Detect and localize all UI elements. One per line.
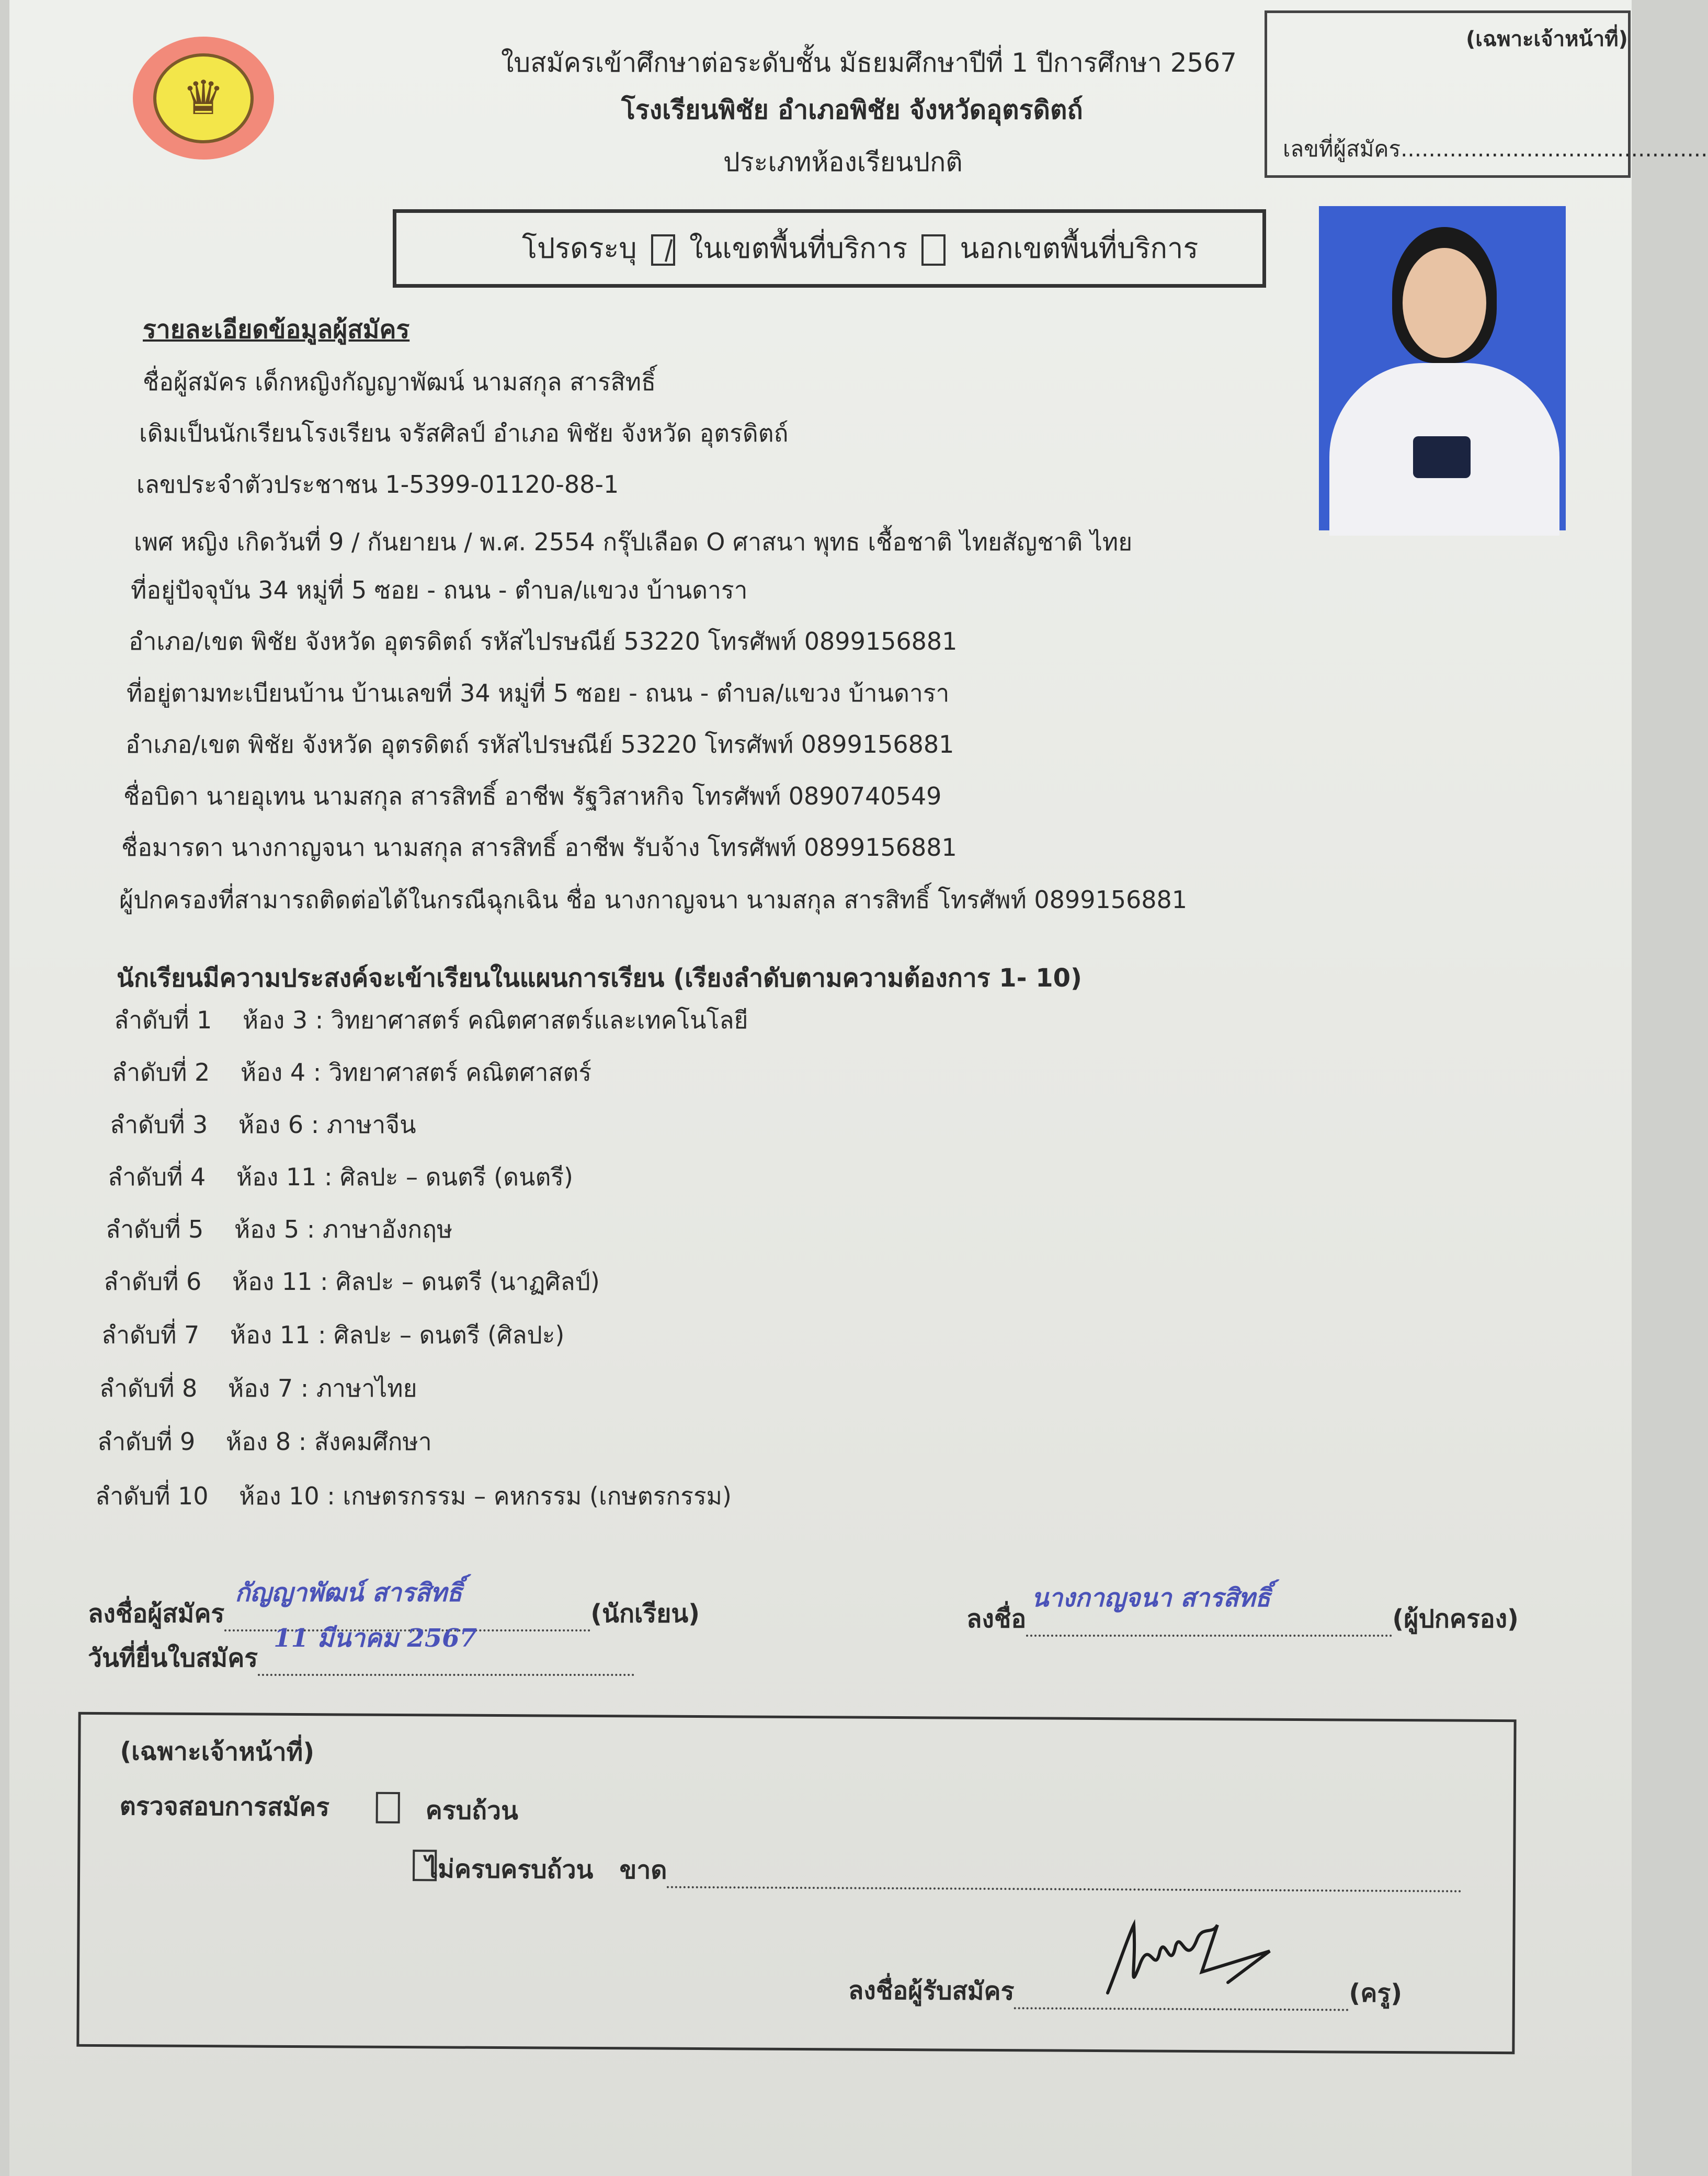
incomplete-row [425, 1853, 1462, 1892]
out-service-label: นอกเขตพื้นที่บริการ [960, 232, 1199, 265]
receiver-role: (ครู) [1349, 1978, 1403, 2009]
detail-line: ผู้ปกครองที่สามารถติดต่อได้ในกรณีฉุกเฉิน ชื่อ นางกาญจนา นามสกุล สารสิทธิ์ โทรศัพท์ 0899156881 [119, 886, 1188, 914]
detail-line: เลขประจำตัวประชาชน 1-5399-01120-88-1 [136, 470, 619, 498]
detail-line: อำเภอ/เขต พิชัย จังหวัด อุตรดิตถ์ รหัสไปรษณีย์ 53220 โทรศัพท์ 0899156881 [129, 627, 958, 655]
detail-line: เพศ หญิง เกิดวันที่ 9 / กันยายน / พ.ศ. 2554 กรุ๊ปเลือด O ศาสนา พุทธ เชื้อชาติ ไทยสัญชาติ ไทย [134, 528, 1133, 556]
school-logo [133, 37, 274, 160]
receiver-signature-mark [1097, 1904, 1296, 2009]
applicant-number-field: เลขที่ผู้สมัคร............................................ [1283, 136, 1708, 162]
staff-only-title: (เฉพาะเจ้าหน้าที่) [120, 1737, 315, 1767]
in-service-checkbox[interactable] [651, 234, 675, 266]
preferences-title: นักเรียนมีความประสงค์จะเข้าเรียนในแผนการเรียน (เรียงลำดับตามความต้องการ 1- 10) [117, 964, 1082, 993]
preference-item: ลำดับที่ 1 ห้อง 3 : วิทยาศาสตร์ คณิตศาสตร์และเทคโนโลยี [114, 1006, 748, 1034]
preference-item: ลำดับที่ 6 ห้อง 11 : ศิลปะ – ดนตรี (นาฏศิลป์) [104, 1267, 600, 1296]
detail-line: ชื่อมารดา นางกาญจนา นามสกุล สารสิทธิ์ อาชีพ รับจ้าง โทรศัพท์ 0899156881 [121, 833, 957, 862]
detail-line: เดิมเป็นนักเรียนโรงเรียน จรัสศิลป์ อำเภอ พิชัย จังหวัด อุตรดิตถ์ [139, 419, 789, 447]
preference-item: ลำดับที่ 2 ห้อง 4 : วิทยาศาสตร์ คณิตศาสตร์ [112, 1058, 592, 1086]
check-application-label: ตรวจสอบการสมัคร [119, 1792, 330, 1822]
in-service-label: ในเขตพื้นที่บริการ [689, 232, 908, 265]
detail-line: ที่อยู่ตามทะเบียนบ้าน บ้านเลขที่ 34 หมู่ที่ 5 ซอย - ถนน - ตำบล/แขวง บ้านดารา [127, 679, 950, 707]
submit-date-row [88, 1624, 634, 1676]
application-form-page [9, 0, 1708, 2176]
applicant-role: (นักเรียน) [590, 1599, 700, 1628]
detail-line: ชื่อผู้สมัคร เด็กหญิงกัญญาพัฒน์ นามสกุล สารสิทธิ์ [143, 368, 656, 396]
preference-item: ลำดับที่ 5 ห้อง 5 : ภาษาอังกฤษ [106, 1215, 453, 1243]
complete-label: ครบถ้วน [425, 1796, 519, 1826]
submit-date-hand: 11 มีนาคม 2567 [274, 1624, 477, 1653]
preference-item: ลำดับที่ 10 ห้อง 10 : เกษตรกรรม – คหกรรม (เกษตรกรรม) [95, 1482, 732, 1510]
preference-item: ลำดับที่ 7 ห้อง 11 : ศิลปะ – ดนตรี (ศิลปะ) [101, 1321, 565, 1349]
detail-line: ที่อยู่ปัจจุบัน 34 หมู่ที่ 5 ซอย - ถนน - ตำบล/แขวง บ้านดารา [131, 576, 748, 604]
office-use-box [1265, 10, 1708, 178]
service-area-choice [393, 209, 1266, 288]
preference-item: ลำดับที่ 9 ห้อง 8 : สังคมศึกษา [97, 1427, 432, 1456]
applicant-signature-label: ลงชื่อผู้สมัคร [88, 1599, 225, 1628]
preference-item: ลำดับที่ 8 ห้อง 7 : ภาษาไทย [99, 1374, 417, 1402]
applicant-photo [1319, 206, 1566, 530]
school-name: โรงเรียนพิชัย อำเภอพิชัย จังหวัดอุตรดิตถ์ [621, 95, 1083, 125]
detail-line: อำเภอ/เขต พิชัย จังหวัด อุตรดิตถ์ รหัสไปรษณีย์ 53220 โทรศัพท์ 0899156881 [126, 730, 954, 758]
missing-label: ขาด [619, 1855, 667, 1885]
incomplete-label: ไม่ครบครบถ้วน [425, 1854, 594, 1885]
staff-verification-box [76, 1712, 1516, 2054]
area-prompt: โปรดระบุ [522, 232, 637, 265]
details-section-title: รายละเอียดข้อมูลผู้สมัคร [143, 315, 410, 344]
guardian-role: (ผู้ปกครอง) [1392, 1604, 1519, 1634]
school-emblem-icon: ♛ [153, 53, 254, 143]
guardian-signature-hand: นางกาญจนา สารสิทธิ์ [1031, 1583, 1271, 1613]
out-service-checkbox[interactable] [921, 234, 946, 266]
complete-checkbox[interactable] [376, 1792, 400, 1823]
receiver-label: ลงชื่อผู้รับสมัคร [848, 1976, 1015, 2007]
preference-item: ลำดับที่ 4 ห้อง 11 : ศิลปะ – ดนตรี (ดนตรี) [108, 1163, 573, 1191]
form-title: ใบสมัครเข้าศึกษาต่อระดับชั้น มัธยมศึกษาปีที่ 1 ปีการศึกษา 2567 [501, 48, 1237, 78]
submit-date-label: วันที่ยื่นใบสมัคร [88, 1644, 258, 1673]
office-only-label: (เฉพาะเจ้าหน้าที่) [1466, 27, 1628, 51]
applicant-signature-hand: กัญญาพัฒน์ สารสิทธิ์ [235, 1578, 462, 1607]
guardian-signature-row [966, 1583, 1519, 1637]
preference-item: ลำดับที่ 3 ห้อง 6 : ภาษาจีน [110, 1110, 416, 1139]
detail-line: ชื่อบิดา นายอุเทน นามสกุล สารสิทธิ์ อาชีพ รัฐวิสาหกิจ โทรศัพท์ 0890740549 [123, 782, 942, 810]
class-type: ประเภทห้องเรียนปกติ [723, 147, 963, 177]
guardian-signature-label: ลงชื่อ [966, 1604, 1027, 1634]
